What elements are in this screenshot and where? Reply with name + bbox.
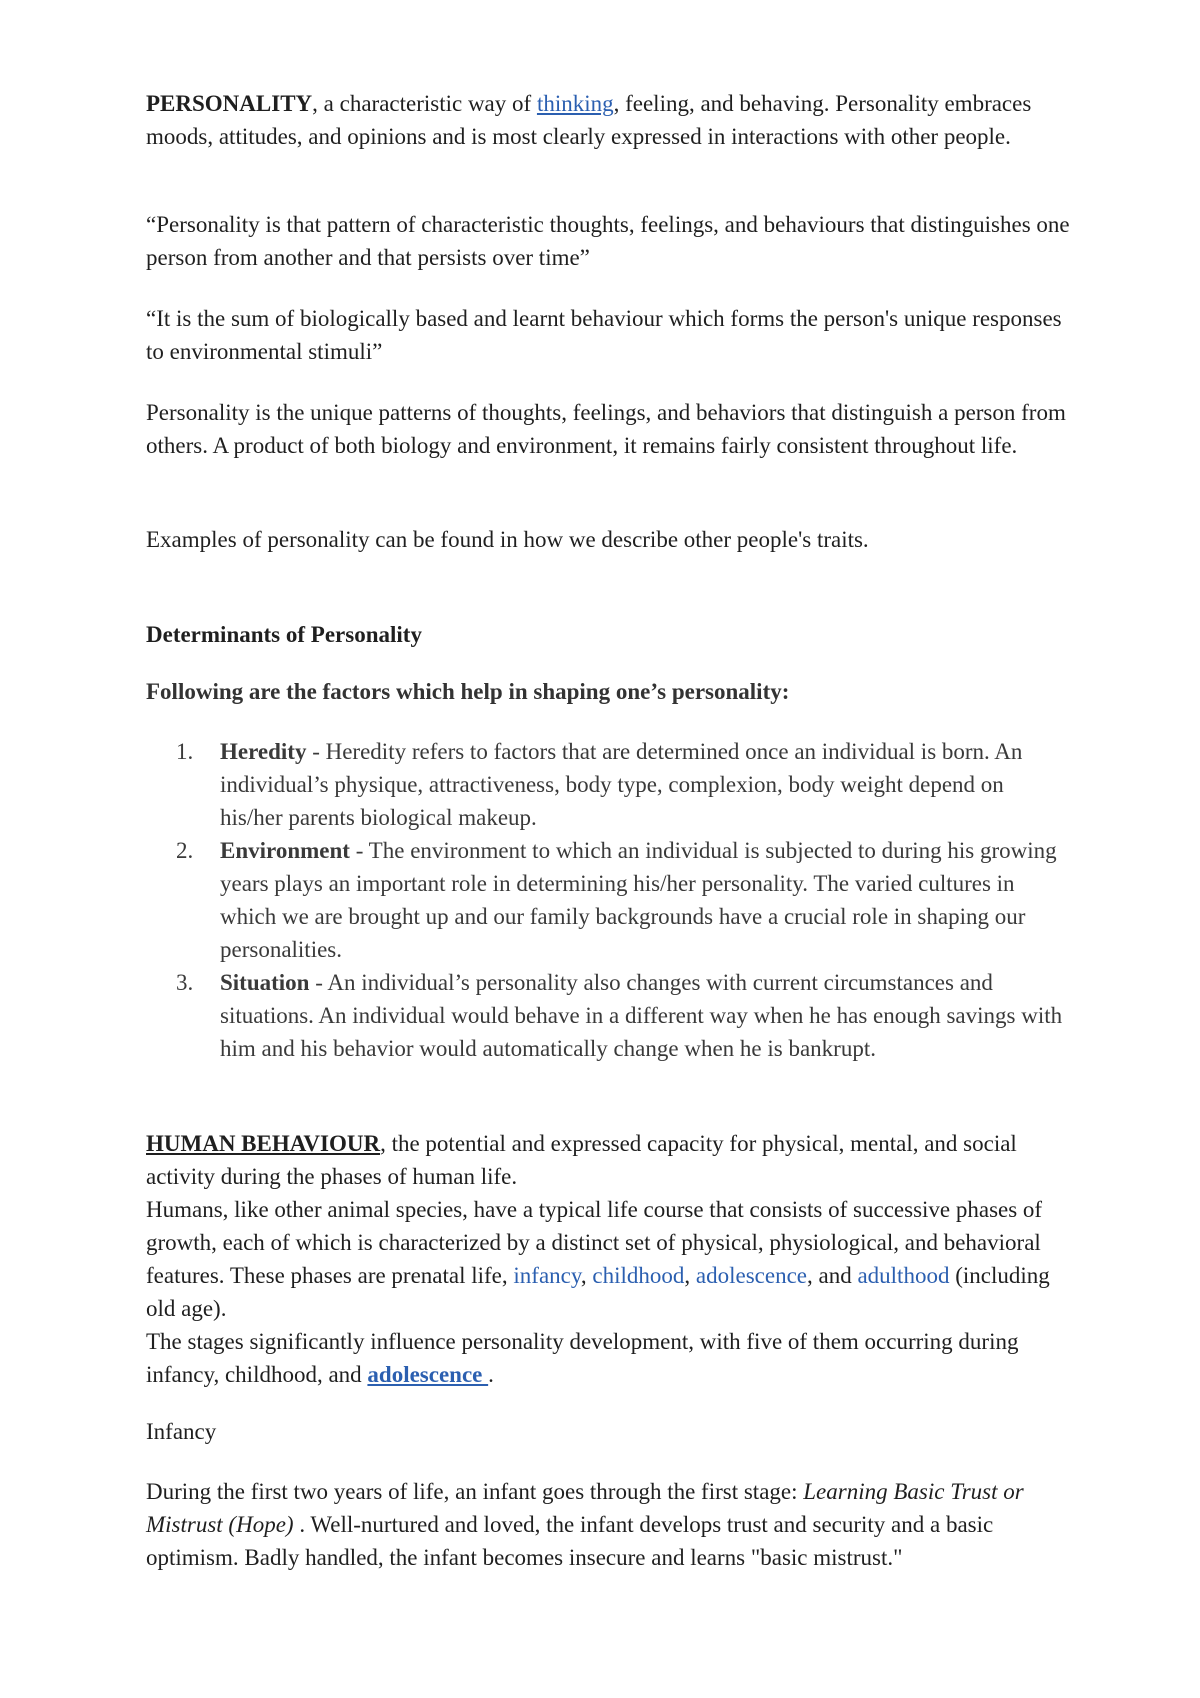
infancy-link[interactable]: infancy [513,1263,581,1288]
adulthood-link[interactable]: adulthood [857,1263,950,1288]
adolescence-underlined-link[interactable]: adolescence [367,1362,489,1387]
determinants-intro: Following are the factors which help in shaping one’s personality: [146,679,790,704]
trust-stage: Learning Basic Trust or Mistrust (Hope) [146,1479,1024,1537]
infancy-heading: Infancy [146,1419,217,1444]
personality-paragraph: Personality is the unique patterns of thoughts, feelings, and behaviors that distinguish a person from others. A product of both biology and environment, it remains fairly consistent throughout life. [146,400,1066,458]
thinking-link[interactable]: thinking [536,91,614,116]
infancy-paragraph: During the first two years of life, an infant goes through the first stage: Learning Basic Trust or Mistrust (Hope) . Well-nurtured and loved, the infant develops trust and security and a basic optimism. Badly handled, the infant becomes insecure and learns "basic mistrust." [146,1479,1024,1570]
personality-examples: Examples of personality can be found in how we describe other people's traits. [146,527,869,552]
human-behaviour-section: HUMAN BEHAVIOUR, the potential and expressed capacity for physical, mental, and social activity during the phases of human life. Humans, like other animal species, have a typical life course that consists of successive phases of growth, each of which is characterized by a distinct set of physical, physiological, and behavioral features. These phases are prenatal life, infancy, childhood, adolescence, and adulthood (including old age). The stages significantly influence personality development, with five of them occurring during infancy, childhood, and adolescence . [146,1131,1050,1387]
list-item: 3. Situation - An individual’s personality also changes with current circumstances and situations. An individual would behave in a different way when he has enough savings with him and his behavior would automatically change when he is bankrupt. [176,970,1063,1061]
adolescence-link[interactable]: adolescence [695,1263,807,1288]
list-item: 2. Environment - The environment to which an individual is subjected to during his growing years plays an important role in determining his/her personality. The varied cultures in which we are brought up and our family backgrounds have a crucial role in shaping our personalities. [176,838,1057,962]
list-item: 1. Heredity - Heredity refers to factors that are determined once an individual is born. An individual’s physique, attractiveness, body type, complexion, body weight depend on his/her parents biological makeup. [176,739,1023,830]
determinants-list [146,735,1066,1065]
personality-quote-1: “Personality is that pattern of characteristic thoughts, feelings, and behaviours that distinguishes one person from another and that persists over time” [146,212,1070,270]
personality-term: PERSONALITY [146,91,313,116]
personality-definition: PERSONALITY, a characteristic way of thinking, feeling, and behaving. Personality embraces moods, attitudes, and opinions and is most clearly expressed in interactions with other people. [146,91,1032,149]
personality-quote-2: “It is the sum of biologically based and learnt behaviour which forms the person's unique responses to environmental stimuli” [146,306,1062,364]
childhood-link[interactable]: childhood [592,1263,685,1288]
determinants-heading: Determinants of Personality [146,622,422,647]
human-behaviour-term: HUMAN BEHAVIOUR [146,1131,381,1156]
